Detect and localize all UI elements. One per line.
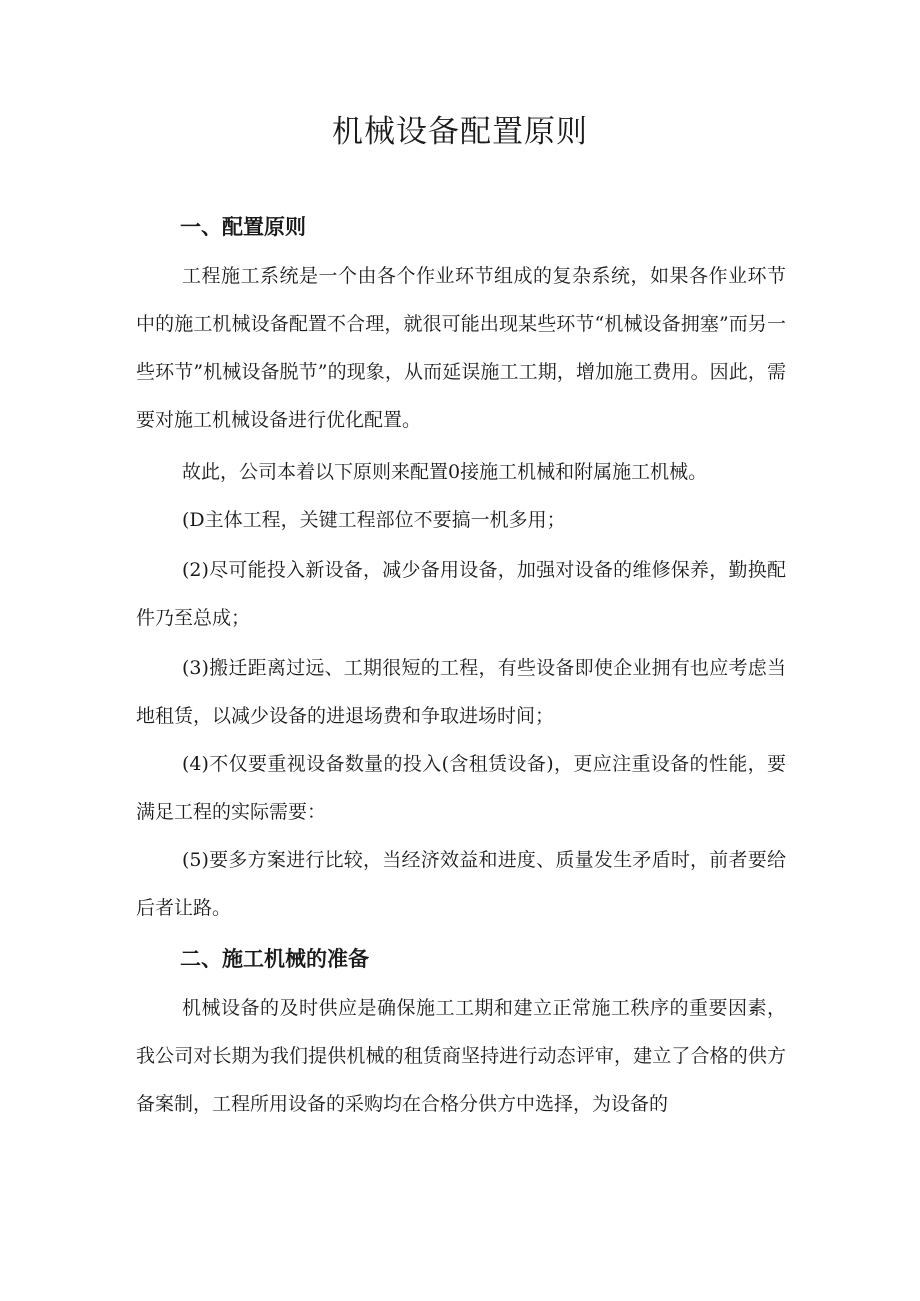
section-heading-config-principles: 一、配置原则 (180, 215, 306, 239)
document-title: 机械设备配置原则 (332, 114, 588, 150)
principle-item-4: (4)不仅要重视设备数量的投入(含租赁设备)，更应注重设备的性能，要满足工程的实际需要： (136, 753, 786, 823)
paragraph-intro: 工程施工系统是一个由各个作业环节组成的复杂系统，如果各作业环节中的施工机械设备配置不合理，就很可能出现某些环节“机械设备拥塞”而另一些环节”机械设备脱节”的现象，从而延误施工工期，增加施工费用。因此，需要对施工机械设备进行优化配置。 (136, 265, 786, 431)
principle-item-3: (3)搬迁距离过远、工期很短的工程，有些设备即使企业拥有也应考虑当地租赁，以减少设备的进退场费和争取进场时间； (136, 657, 786, 727)
paragraph-principles-lead: 故此，公司本着以下原则来配置0接施工机械和附属施工机械。 (182, 461, 708, 483)
paragraph-machinery-supply: 机械设备的及时供应是确保施工工期和建立正常施工秩序的重要因素，我公司对长期为我们提供机械的租赁商坚持进行动态评审，建立了合格的供方备案制，工程所用设备的采购均在合格分供方中选择，为设备的 (136, 997, 786, 1115)
section-heading-machinery-prep: 二、施工机械的准备 (180, 947, 369, 971)
principle-item-1: (D主体工程，关键工程部位不要搞一机多用； (182, 509, 566, 531)
principle-item-5: (5)要多方案进行比较，当经济效益和进度、质量发生矛盾时，前者要给后者让路。 (136, 849, 786, 919)
principle-item-2: (2)尽可能投入新设备，减少备用设备，加强对设备的维修保养，勤换配件乃至总成； (136, 559, 786, 629)
